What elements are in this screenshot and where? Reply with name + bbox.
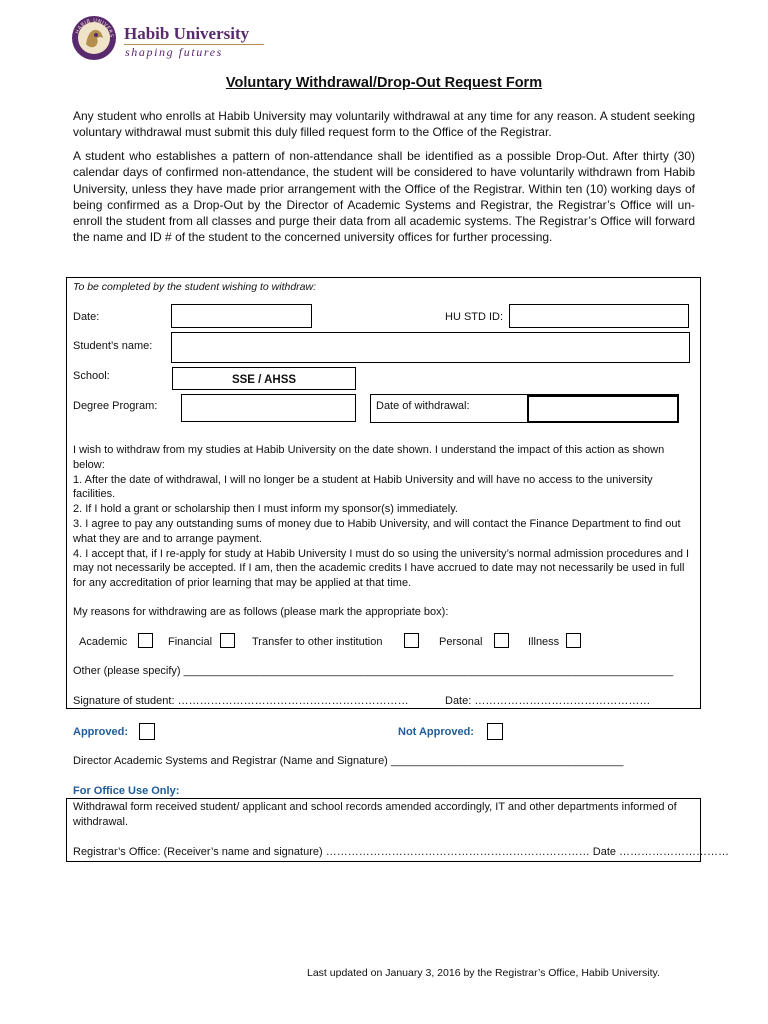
- university-seal-icon: [70, 14, 118, 62]
- form-title: Voluntary Withdrawal/Drop-Out Request Form: [225, 75, 543, 91]
- student-id-field[interactable]: [509, 304, 689, 328]
- office-use-heading: For Office Use Only:: [73, 785, 180, 797]
- student-id-label: HU STD ID:: [445, 311, 504, 323]
- checkbox-transfer[interactable]: [404, 633, 419, 648]
- withdrawal-date-field[interactable]: [527, 395, 679, 423]
- university-tagline: shaping futures: [125, 45, 223, 59]
- office-use-text: Withdrawal form received student/ applicant and school records amended accordingly, IT and other departments informed of withdrawal.: [73, 801, 677, 828]
- reason-label-transfer: Transfer to other institution: [252, 636, 383, 648]
- declaration-item: 4. I accept that, if I re-apply for study at Habib University I must do so using the university’s normal admission procedures and I may not necessarily be accepted. If I am, then the academic credits I have accrued to date may not necessarily be used in full for any accreditation of prior learning that may be applied at that time.: [73, 547, 690, 590]
- footer-last-updated: Last updated on January 3, 2016 by the Registrar’s Office, Habib University.: [307, 967, 660, 979]
- declaration-item: 3. I agree to pay any outstanding sums of money due to Habib University, and will contact the Finance Department to find out what they are and to arrange payment.: [73, 517, 681, 545]
- approved-checkbox[interactable]: [139, 723, 155, 740]
- degree-program-label: Degree Program:: [73, 400, 158, 412]
- signature-date-field[interactable]: Date: …………………………………………: [445, 695, 651, 707]
- not-approved-checkbox[interactable]: [487, 723, 503, 740]
- date-label: Date:: [73, 311, 100, 323]
- declaration-intro: I wish to withdraw from my studies at Habib University on the date shown. I understand the impact of this action as shown below:: [73, 444, 665, 471]
- withdrawal-date-label: Date of withdrawal:: [376, 400, 470, 412]
- approved-label: Approved:: [73, 726, 128, 738]
- checkbox-financial[interactable]: [220, 633, 235, 648]
- checkbox-illness[interactable]: [566, 633, 581, 648]
- university-name: Habib University: [124, 24, 250, 43]
- checkbox-personal[interactable]: [494, 633, 509, 648]
- registrar-receipt-line[interactable]: Registrar’s Office: (Receiver’s name and signature) ……………………………………………………………… Date …………………………: [73, 846, 730, 858]
- checkbox-academic[interactable]: [138, 633, 153, 648]
- intro-paragraph: Any student who enrolls at Habib University may voluntarily withdrawal at any time for any reason. A student seeking voluntary withdrawal must submit this duly filled request form to the Office of the Registrar.: [73, 109, 695, 140]
- student-section-heading: To be completed by the student wishing to withdraw:: [73, 281, 317, 293]
- svg-text:HABIB UNIVERSITY: HABIB UNIVERS: [74, 17, 115, 39]
- reason-label-personal: Personal: [439, 636, 483, 648]
- school-field[interactable]: SSE / AHSS: [172, 367, 356, 390]
- date-field[interactable]: [171, 304, 312, 328]
- university-logo: [70, 14, 260, 62]
- student-name-field[interactable]: [171, 332, 690, 363]
- other-reason-field[interactable]: Other (please specify) ________________________________________________________________________________: [73, 665, 674, 677]
- declaration-block: [73, 443, 695, 591]
- reason-label-illness: Illness: [528, 636, 560, 648]
- school-label: School:: [73, 370, 110, 382]
- not-approved-label: Not Approved:: [398, 726, 474, 738]
- declaration-item: 1. After the date of withdrawal, I will no longer be a student at Habib University and will have no access to the university facilities.: [73, 473, 653, 501]
- reasons-prompt: My reasons for withdrawing are as follows (please mark the appropriate box):: [73, 606, 449, 618]
- student-name-label: Student’s name:: [73, 340, 153, 352]
- reason-label-financial: Financial: [168, 636, 213, 648]
- student-signature-field[interactable]: Signature of student: ………………………………………………………: [73, 695, 409, 707]
- director-signature-line[interactable]: Director Academic Systems and Registrar (Name and Signature) ______________________________________: [73, 755, 624, 767]
- declaration-item: 2. If I hold a grant or scholarship then I must inform my sponsor(s) immediately.: [73, 503, 458, 516]
- dropout-policy-paragraph: A student who establishes a pattern of non-attendance shall be identified as a possible Drop-Out. After thirty (30) calendar days of confirmed non-attendance, the student will be considered to have voluntarily withdrawn from Habib University, unless they have made prior arrangement with the Office of the Registrar. Within ten (10) working days of being confirmed as a Drop-Out by the Director of Academic Systems and Registrar, the Registrar’s Office will un-enroll the student from all classes and purge their data from all academic systems. The Registrar’s Office will forward the name and ID # of the student to the concerned university offices for further processing.: [73, 149, 695, 245]
- reason-label-academic: Academic: [79, 636, 128, 648]
- degree-program-field[interactable]: [181, 394, 356, 422]
